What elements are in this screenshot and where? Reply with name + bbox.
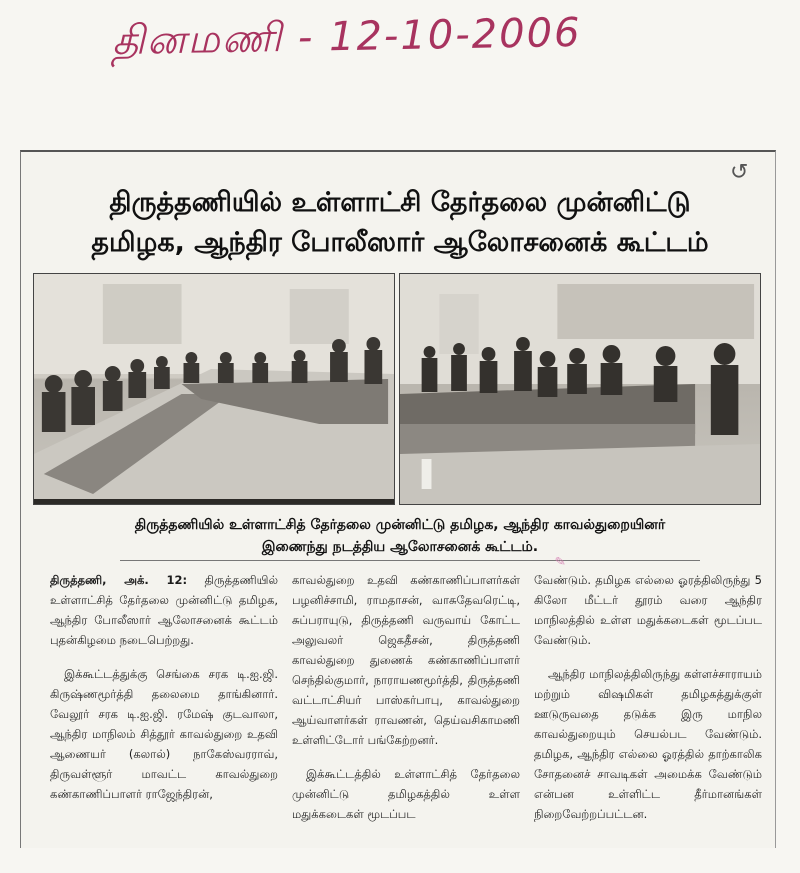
- caption-line-1: திருத்தணியில் உள்ளாட்சித் தேர்தலை முன்னிட்டு தமிழக, ஆந்திர காவல்துறையினர்: [134, 517, 666, 533]
- article-column-2: [292, 570, 520, 838]
- caption-line-2: இணைந்து நடத்திய ஆலோசனைக் கூட்டம்.: [261, 539, 539, 555]
- article-body: [50, 570, 762, 838]
- paragraph-text: திருத்தணியில் உள்ளாட்சித் தேர்தலை முன்னிட்டு தமிழக, ஆந்திர போலீஸார் ஆலோசனைக் கூட்டம் புதன்கிழமை நடைபெற்றது.: [50, 573, 279, 647]
- paragraph: காவல்துறை உதவி கண்காணிப்பாளர்கள் பழனிச்சாமி, ராமதாசன், வாசுதேவரெட்டி, சுப்பராயுடு, திருத்தணி வருவாய் கோட்ட அலுவலர் ஜெகதீசன், திருத்தணி காவல்துறை துணைக் கண்காணிப்பாளர் செந்தில்குமார், நாராயணமூர்த்தி, திருத்தணி வட்டாட்சியர் பாஸ்கர்பாபு, காவல்துறை ஆய்வாளர்கள் ராவணன், தெய்வசிகாமணி உள்ளிட்டோர் பங்கேற்றனர்.: [292, 573, 520, 747]
- paragraph: [50, 570, 278, 650]
- photo-left-half: [33, 273, 395, 505]
- photo-right-half: [399, 273, 761, 505]
- article-column-1: [50, 570, 278, 838]
- paragraph: ஆந்திர மாநிலத்திலிருந்து கள்ளச்சாராயம் மற்றும் விஷமிகள் தமிழகத்துக்குள் ஊடுருவதை தடுக்க இரு மாநில காவல்துறையும் செயல்பட வேண்டும். தமிழக, ஆந்திர எல்லை ஓரத்தில் தாற்காலிக சோதனைச் சாவடிகள் அமைக்க வேண்டும் என்பன உள்ளிட்ட தீர்மானங்கள் நிறைவேற்றப்பட்டன.: [534, 667, 762, 821]
- meeting-photograph: [33, 273, 761, 505]
- paragraph: இக்கூட்டத்தில் உள்ளாட்சித் தேர்தலை முன்னிட்டு தமிழகத்தில் உள்ள மதுக்கடைகள் மூடப்பட: [292, 767, 520, 821]
- photo-right-scene: [400, 274, 760, 504]
- article-headline: [40, 183, 760, 263]
- caption-divider: [120, 560, 700, 561]
- photo-left-scene: [34, 274, 394, 504]
- dateline: திருத்தணி, அக். 12:: [50, 573, 188, 587]
- photo-caption: [40, 514, 760, 558]
- handwritten-source-date-note: தினமணி - 12-10-2006: [111, 9, 582, 65]
- pink-stamp-mark: ✎: [554, 554, 567, 571]
- paragraph: இக்கூட்டத்துக்கு செங்கை சரக டி.ஐ.ஜி. கிருஷ்ணமூர்த்தி தலைமை தாங்கினார். வேலூர் சரக டி.ஐ.ஜி. ரமேஷ் குடவாலா, ஆந்திர மாநிலம் சித்தூர் காவல்துறை உதவி ஆணையர் (கலால்) நாகேஸ்வரராவ், திருவள்ளூர் மாவட்ட காவல்துறை கண்காணிப்பாளர் ராஜேந்திரன்,: [50, 667, 278, 801]
- corner-pen-mark: ↺: [730, 160, 749, 185]
- headline-line-2: தமிழக, ஆந்திர போலீஸார் ஆலோசனைக் கூட்டம்: [91, 227, 709, 258]
- headline-line-1: திருத்தணியில் உள்ளாட்சி தேர்தலை முன்னிட்டு: [109, 187, 691, 218]
- article-column-3: [534, 570, 762, 838]
- paragraph: வேண்டும். தமிழக எல்லை ஓரத்திலிருந்து 5 கிலோ மீட்டர் தூரம் வரை ஆந்திர மாநிலத்தில் உள்ள மதுக்கடைகள் மூடப்பட வேண்டும்.: [534, 573, 762, 647]
